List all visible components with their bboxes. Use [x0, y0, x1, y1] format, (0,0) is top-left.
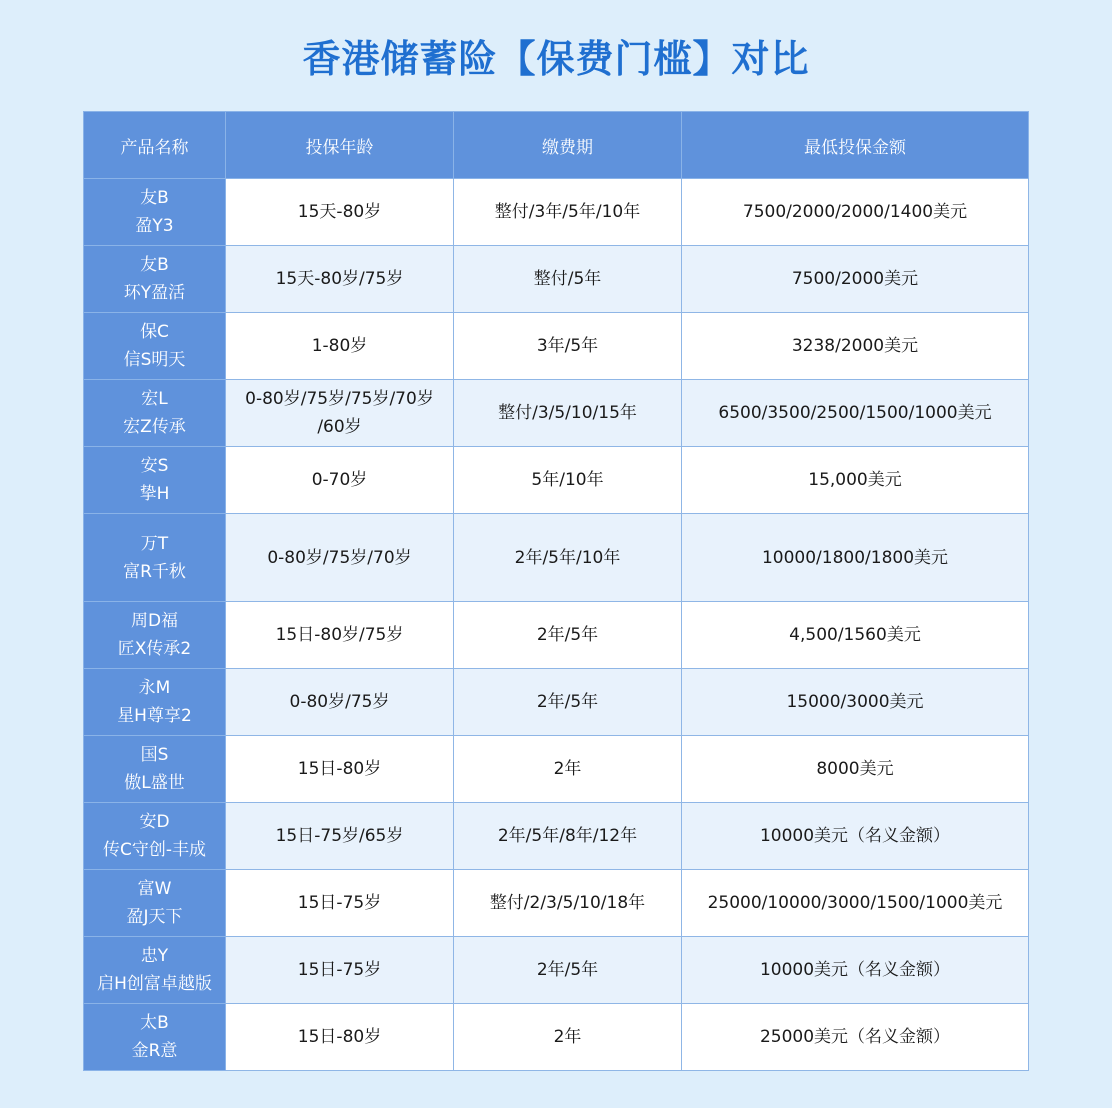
insured-age-cell: [226, 803, 454, 870]
table-row: [84, 179, 1029, 246]
insured-age-line: 15日-75岁/65岁: [275, 826, 404, 846]
insured-age-line: 15日-75岁: [297, 960, 382, 980]
product-name-line: 宏L: [141, 389, 168, 409]
product-name-line: 太B: [140, 1013, 169, 1033]
table-row: [84, 669, 1029, 736]
product-name-line: 万T: [140, 533, 169, 554]
product-name-line: 友B: [140, 255, 169, 275]
payment-period-cell: 2年: [454, 1004, 682, 1071]
insured-age-line: 15日-80岁: [297, 759, 382, 779]
product-name-cell: [84, 736, 226, 803]
product-name-line: 环Y盈活: [123, 283, 186, 303]
header-payment-period: 缴费期: [454, 112, 682, 179]
product-name-cell: [84, 246, 226, 313]
header-insured-age: 投保年龄: [226, 112, 454, 179]
product-name-line: 星H尊享2: [117, 706, 192, 726]
insured-age-cell: [226, 179, 454, 246]
insured-age-line: /60岁: [317, 417, 362, 437]
product-name-line: 忠Y: [140, 946, 169, 966]
minimum-amount-cell: 15000/3000美元: [682, 669, 1029, 736]
product-name-line: 安D: [139, 812, 170, 832]
payment-period-cell: 整付/3/5/10/15年: [454, 380, 682, 447]
payment-period-cell: 2年/5年: [454, 602, 682, 669]
product-name-line: 富R千秋: [123, 561, 186, 582]
product-name-cell: [84, 937, 226, 1004]
product-name-line: 传C守创-丰成: [102, 840, 206, 860]
header-minimum-amount: 最低投保金额: [682, 112, 1029, 179]
product-name-line: 保C: [140, 322, 169, 342]
product-name-cell: [84, 870, 226, 937]
payment-period-cell: 2年/5年: [454, 937, 682, 1004]
insured-age-cell: [226, 937, 454, 1004]
product-name-line: 周D福: [130, 611, 179, 631]
product-name-cell: [84, 447, 226, 514]
insured-age-line: 15日-75岁: [297, 893, 382, 913]
product-name-line: 永M: [138, 678, 171, 698]
product-name-line: 盈J天下: [126, 907, 183, 927]
product-name-cell: [84, 380, 226, 447]
product-name-line: 金R意: [131, 1041, 178, 1061]
minimum-amount-cell: 10000美元（名义金额）: [682, 937, 1029, 1004]
insured-age-line: 15日-80岁: [297, 1027, 382, 1047]
insured-age-line: 0-80岁/75岁: [289, 692, 390, 712]
product-name-line: 匠X传承2: [117, 639, 192, 659]
insured-age-cell: [226, 1004, 454, 1071]
insured-age-cell: [226, 602, 454, 669]
minimum-amount-cell: 10000/1800/1800美元: [682, 514, 1029, 602]
insured-age-line: 15天-80岁/75岁: [275, 269, 404, 289]
insured-age-cell: [226, 246, 454, 313]
insured-age-line: 15日-80岁/75岁: [275, 625, 404, 645]
payment-period-cell: 5年/10年: [454, 447, 682, 514]
table-row: [84, 736, 1029, 803]
payment-period-cell: 整付/5年: [454, 246, 682, 313]
minimum-amount-cell: 8000美元: [682, 736, 1029, 803]
payment-period-cell: 2年/5年/10年: [454, 514, 682, 602]
table-row: [84, 803, 1029, 870]
minimum-amount-cell: 7500/2000/2000/1400美元: [682, 179, 1029, 246]
table-row: [84, 937, 1029, 1004]
payment-period-cell: 整付/3年/5年/10年: [454, 179, 682, 246]
table-row: [84, 313, 1029, 380]
header-product-name: 产品名称: [84, 112, 226, 179]
product-name-line: 富W: [137, 879, 172, 899]
table-row: [84, 380, 1029, 447]
payment-period-cell: 2年/5年/8年/12年: [454, 803, 682, 870]
insured-age-cell: [226, 447, 454, 514]
product-name-line: 安S: [140, 456, 169, 476]
table-header-row: [84, 112, 1029, 179]
product-name-cell: [84, 803, 226, 870]
table-row: [84, 1004, 1029, 1071]
minimum-amount-cell: 15,000美元: [682, 447, 1029, 514]
insured-age-cell: [226, 870, 454, 937]
table-row: [84, 447, 1029, 514]
product-name-line: 盈Y3: [135, 216, 174, 236]
product-name-line: 国S: [140, 745, 169, 765]
product-name-line: 宏Z传承: [123, 417, 186, 437]
table-row: [84, 514, 1029, 602]
product-name-line: 启H创富卓越版: [97, 974, 212, 994]
insured-age-line: 0-80岁/75岁/75岁/70岁: [245, 389, 434, 409]
minimum-amount-cell: 4,500/1560美元: [682, 602, 1029, 669]
page-title: 香港储蓄险【保费门槛】对比: [302, 37, 810, 81]
insured-age-cell: [226, 313, 454, 380]
product-name-cell: [84, 602, 226, 669]
payment-period-cell: 整付/2/3/5/10/18年: [454, 870, 682, 937]
product-name-cell: [84, 1004, 226, 1071]
insured-age-cell: [226, 736, 454, 803]
product-name-line: 傲L盛世: [124, 773, 185, 793]
product-name-line: 挚H: [139, 484, 170, 504]
minimum-amount-cell: 25000/10000/3000/1500/1000美元: [682, 870, 1029, 937]
product-name-cell: [84, 514, 226, 602]
insured-age-line: 15天-80岁: [297, 202, 382, 222]
minimum-amount-cell: 25000美元（名义金额）: [682, 1004, 1029, 1071]
minimum-amount-cell: 7500/2000美元: [682, 246, 1029, 313]
payment-period-cell: 2年/5年: [454, 669, 682, 736]
insured-age-line: 0-80岁/75岁/70岁: [267, 547, 412, 568]
comparison-table: [83, 111, 1029, 1071]
minimum-amount-cell: 6500/3500/2500/1500/1000美元: [682, 380, 1029, 447]
product-name-cell: [84, 179, 226, 246]
insured-age-line: 0-70岁: [311, 470, 368, 490]
product-name-cell: [84, 669, 226, 736]
table-row: [84, 602, 1029, 669]
insured-age-cell: [226, 669, 454, 736]
product-name-cell: [84, 313, 226, 380]
insured-age-cell: [226, 514, 454, 602]
payment-period-cell: 3年/5年: [454, 313, 682, 380]
insured-age-cell: [226, 380, 454, 447]
payment-period-cell: 2年: [454, 736, 682, 803]
table-row: [84, 246, 1029, 313]
insured-age-line: 1-80岁: [311, 336, 368, 356]
minimum-amount-cell: 3238/2000美元: [682, 313, 1029, 380]
minimum-amount-cell: 10000美元（名义金额）: [682, 803, 1029, 870]
product-name-line: 信S明天: [123, 350, 186, 370]
table-row: [84, 870, 1029, 937]
product-name-line: 友B: [140, 188, 169, 208]
